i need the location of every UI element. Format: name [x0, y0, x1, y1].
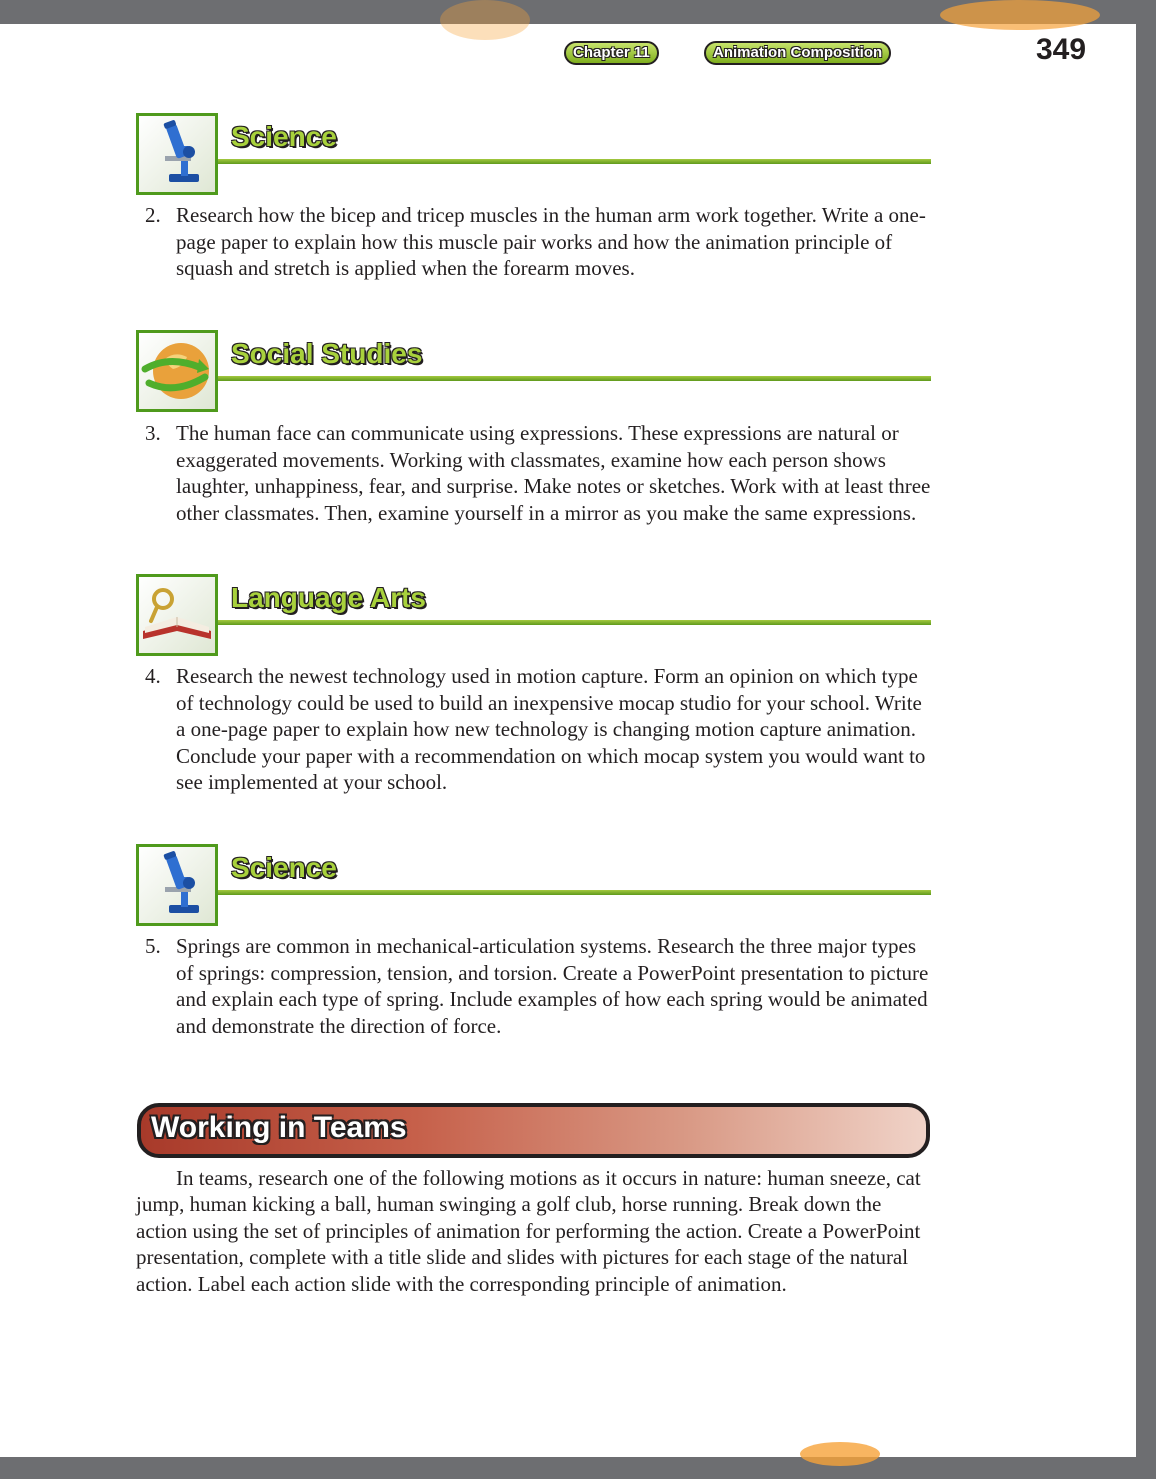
chapter-title-label: Animation Composition: [704, 41, 891, 65]
item-number: 2.: [145, 203, 161, 227]
list-item: [145, 663, 935, 796]
item-number: 5.: [145, 934, 161, 958]
section-rule: [218, 620, 931, 625]
page-frame-right: [1136, 0, 1156, 1479]
item-text: Research how the bicep and tricep muscles in the human arm work together. Write a one-page paper to explain how this muscle pair works and how the animation principle of squash and stretch is applied when the forearm moves.: [176, 203, 926, 280]
paint-splash: [800, 1442, 880, 1466]
section-title: Science: [231, 121, 337, 152]
section-rule: [218, 159, 931, 164]
working-in-teams-banner: [137, 1103, 930, 1158]
chapter-label: Chapter 11: [564, 41, 659, 65]
globe-icon: [136, 330, 218, 412]
section-heading-social-studies: [136, 330, 931, 412]
paint-splash: [940, 0, 1100, 30]
list-item: [145, 202, 935, 282]
item-text: Springs are common in mechanical-articulation systems. Research the three major types of springs: compression, tension, and torsion. Create a PowerPoint presentation to picture and explain each type of spring. Include examples of how each spring would be animated and demonstrate the direction of force.: [176, 934, 929, 1038]
item-text: Research the newest technology used in motion capture. Form an opinion on which type of technology could be used to build an inexpensive mocap studio for your school. Write a one-page paper to explain how new technology is changing motion capture animation. Conclude your paper with a recommendation on which mocap system you would want to see implemented at your school.: [176, 664, 926, 794]
microscope-icon: [136, 844, 218, 926]
item-number: 3.: [145, 421, 161, 445]
section-title: Social Studies: [231, 338, 423, 369]
microscope-icon: [136, 113, 218, 195]
section-title: Language Arts: [231, 582, 426, 613]
section-heading-language-arts: [136, 574, 931, 656]
section-heading-science: [136, 113, 931, 195]
working-in-teams-title: Working in Teams: [151, 1111, 407, 1144]
working-in-teams-text: In teams, research one of the following motions as it occurs in nature: human sneeze, cat jump, human kicking a ball, human swinging a golf club, horse running. Break down the action using the set of principles of animation for performing the action. Create a PowerPoint presentation, complete with a title slide and slides with pictures for each stage of the natural action. Label each action slide with the corresponding principle of animation.: [136, 1166, 921, 1296]
list-item: [145, 420, 935, 526]
item-text: The human face can communicate using expressions. These expressions are natural or exaggerated movements. Working with classmates, examine how each person shows laughter, unhappiness, fear, and surprise. Make notes or sketches. Work with at least three other classmates. Then, examine yourself in a mirror as you make the same expressions.: [176, 421, 931, 525]
page-frame-bottom: [0, 1457, 1156, 1479]
paint-splash: [440, 0, 530, 40]
section-title: Science: [231, 852, 337, 883]
page-number: 349: [1036, 33, 1087, 66]
item-number: 4.: [145, 664, 161, 688]
book-magnifier-icon: [136, 574, 218, 656]
section-heading-science: [136, 844, 931, 926]
list-item: [145, 933, 935, 1039]
section-rule: [218, 376, 931, 381]
section-rule: [218, 890, 931, 895]
